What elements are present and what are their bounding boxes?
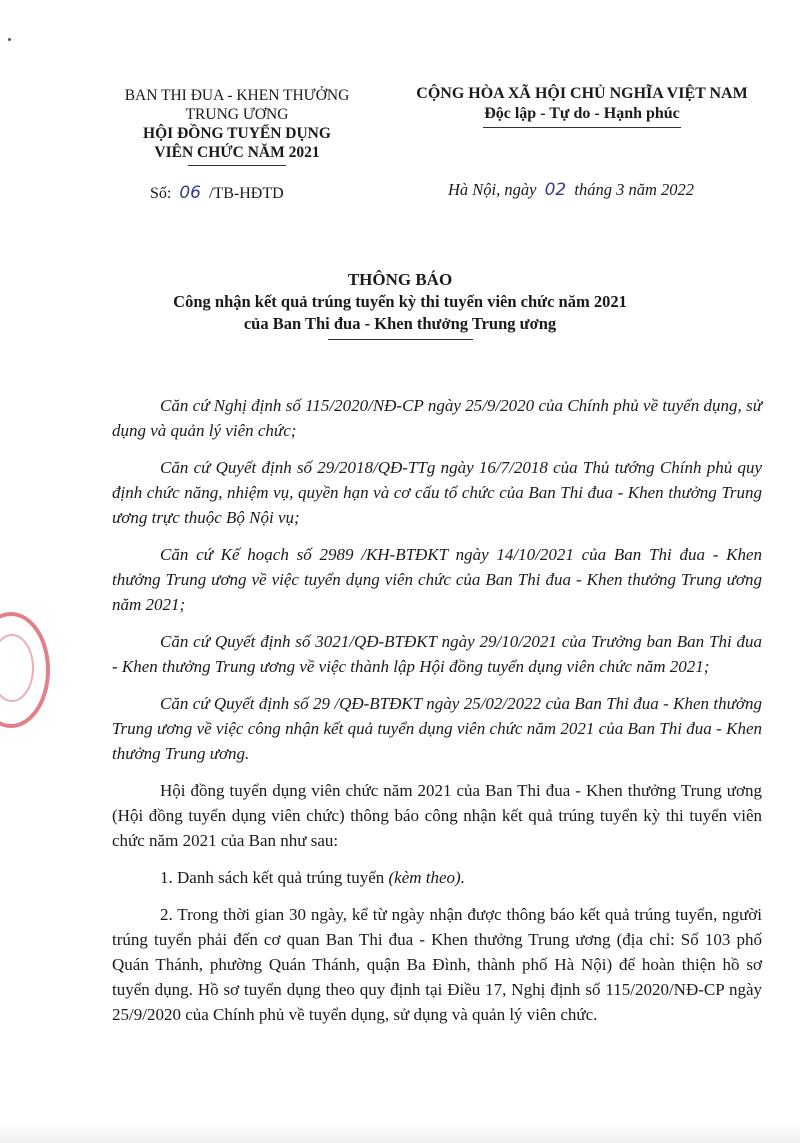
legal-basis-4: Căn cứ Quyết định số 3021/QĐ-BTĐKT ngày 29/10/2021 của Trưởng ban Ban Thi đua - Khen thưởng Trung ương về việc thành lập Hội đồng tuyển dụng viên chức năm 2021; xyxy=(112,632,762,676)
legal-basis-3: Căn cứ Kế hoạch số 2989 /KH-BTĐKT ngày 14/10/2021 của Ban Thi đua - Khen thưởng Trung ương về việc tuyển dụng viên chức của Ban Thi đua - Khen thưởng Trung ương năm 2021; xyxy=(112,545,762,614)
item-1-text: 1. Danh sách kết quả trúng tuyển xyxy=(160,868,385,887)
issuing-agency-header xyxy=(92,86,382,166)
announcement-intro: Hội đồng tuyển dụng viên chức năm 2021 của Ban Thi đua - Khen thưởng Trung ương (Hội đồng tuyển dụng viên chức) thông báo công nhận kết quả trúng tuyển kỳ thi tuyển viên chức năm 2021 của Ban như sau: xyxy=(112,781,762,850)
national-header xyxy=(392,84,772,128)
motto-underline xyxy=(483,127,681,128)
agency-line-2: TRUNG ƯƠNG xyxy=(185,106,289,123)
title-heading: THÔNG BÁO xyxy=(347,270,453,289)
scan-bottom-edge xyxy=(0,1122,800,1143)
national-title: CỘNG HÒA XÃ HỘI CHỦ NGHĨA VIỆT NAM xyxy=(416,85,748,102)
council-line-2: VIÊN CHỨC NĂM 2021 xyxy=(154,144,320,161)
document-body xyxy=(112,393,762,1039)
date-suffix: tháng 3 năm 2022 xyxy=(574,180,694,199)
legal-basis-2: Căn cứ Quyết định số 29/2018/QĐ-TTg ngày 16/7/2018 của Thủ tướng Chính phủ quy định chức năng, nhiệm vụ, quyền hạn và cơ cấu tổ chức của Ban Thi đua - Khen thưởng Trung ương trực thuộc Bộ Nội vụ; xyxy=(112,458,762,527)
national-motto: Độc lập - Tự do - Hạnh phúc xyxy=(484,105,680,122)
item-2: 2. Trong thời gian 30 ngày, kể từ ngày nhận được thông báo kết quả trúng tuyển, người trúng tuyển phải đến cơ quan Ban Thi đua - Khen thưởng Trung ương (địa chỉ: Số 103 phố Quán Thánh, phường Quán Thánh, quận Ba Đình, thành phố Hà Nội) để hoàn thiện hồ sơ tuyển dụng. Hồ sơ tuyển dụng theo quy định tại Điều 17, Nghị định số 115/2020/NĐ-CP ngày 25/9/2020 của Chính phủ về tuyển dụng, sử dụng và quản lý viên chức. xyxy=(112,905,762,1024)
title-underline xyxy=(328,339,473,340)
doc-number-prefix: Số: xyxy=(150,185,172,202)
doc-number-handwritten: 06 xyxy=(179,183,201,203)
issue-date xyxy=(448,180,694,200)
legal-basis-5: Căn cứ Quyết định số 29 /QĐ-BTĐKT ngày 25/02/2022 của Ban Thi đua - Khen thưởng Trung ương về việc công nhận kết quả tuyển dụng viên chức năm 2021 của Ban Thi đua - Khen thưởng Trung ương. xyxy=(112,694,762,763)
council-line-1: HỘI ĐỒNG TUYỂN DỤNG xyxy=(143,125,331,142)
date-prefix: Hà Nội, ngày xyxy=(448,180,537,199)
agency-underline xyxy=(188,165,286,166)
legal-basis-1: Căn cứ Nghị định số 115/2020/NĐ-CP ngày 25/9/2020 của Chính phủ về tuyển dụng, sử dụng và quản lý viên chức; xyxy=(112,396,762,440)
document-number xyxy=(150,183,284,203)
scan-speck xyxy=(8,38,11,41)
item-1-note: (kèm theo). xyxy=(388,868,465,887)
agency-line-1: BAN THI ĐUA - KHEN THƯỞNG xyxy=(124,87,350,104)
date-day-handwritten: 02 xyxy=(544,180,567,200)
doc-number-suffix: /TB-HĐTD xyxy=(208,185,284,202)
title-subject-1: Công nhận kết quả trúng tuyển kỳ thi tuyển viên chức năm 2021 xyxy=(173,292,627,311)
item-1 xyxy=(112,865,762,890)
title-subject-2: của Ban Thi đua - Khen thưởng Trung ương xyxy=(243,314,557,333)
document-title xyxy=(0,268,800,340)
